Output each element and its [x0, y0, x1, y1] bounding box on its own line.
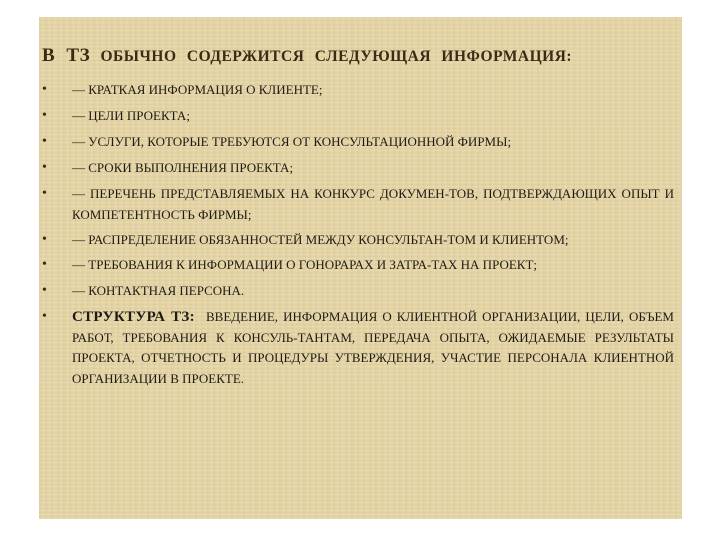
- bullet-icon: •: [42, 309, 47, 324]
- list-item-text: — УСЛУГИ, КОТОРЫЕ ТРЕБУЮТСЯ ОТ КОНСУЛЬТАЦИОННОЙ ФИРМЫ;: [72, 134, 512, 149]
- slide: [39, 17, 682, 519]
- list-item: [42, 229, 674, 250]
- list-item: [42, 157, 674, 178]
- bullet-icon: •: [42, 283, 47, 298]
- list-item-text: — ТРЕБОВАНИЯ К ИНФОРМАЦИИ О ГОНОРАРАХ И ЗАТРА-ТАХ НА ПРОЕКТ;: [72, 257, 538, 272]
- list-item-text: — КОНТАКТНАЯ ПЕРСОНА.: [72, 283, 245, 298]
- structure-item: [42, 307, 674, 389]
- list-item-text: — КРАТКАЯ ИНФОРМАЦИЯ О КЛИЕНТЕ;: [72, 82, 323, 97]
- list-item-text: — ПЕРЕЧЕНЬ ПРЕДСТАВЛЯЕМЫХ НА КОНКУРС ДОКУМЕН-ТОВ, ПОДТВЕРЖДАЮЩИХ ОПЫТ И КОМПЕТЕНТНОСТЬ ФИРМЫ;: [72, 186, 674, 222]
- list-item: [42, 254, 674, 275]
- list-item: [42, 280, 674, 301]
- structure-text: ВВЕДЕНИЕ, ИНФОРМАЦИЯ О КЛИЕНТНОЙ ОРГАНИЗАЦИИ, ЦЕЛИ, ОБЪЕМ РАБОТ, ТРЕБОВАНИЯ К КОНСУЛЬ-ТАНТАМ, ПЕРЕДАЧА ОПЫТА, ОЖИДАЕМЫЕ РЕЗУЛЬТАТЫ ПРОЕКТА, ОТЧЕТНОСТЬ И ПРОЦЕДУРЫ УТВЕРЖДЕНИЯ, УЧАСТИЕ ПЕРСОНАЛА КЛИЕНТНОЙ ОРГАНИЗАЦИИ В ПРОЕКТЕ.: [72, 309, 674, 386]
- list-item-text: — СРОКИ ВЫПОЛНЕНИЯ ПРОЕКТА;: [72, 160, 294, 175]
- bullet-icon: •: [42, 108, 47, 123]
- bullet-icon: •: [42, 257, 47, 272]
- list-item: [42, 183, 674, 225]
- list-item: [42, 131, 674, 152]
- bullet-icon: •: [42, 160, 47, 175]
- list-item: [42, 105, 674, 126]
- slide-title-prefix: В ТЗ: [42, 45, 91, 66]
- bullet-list: [42, 79, 674, 394]
- structure-lead: СТРУКТУРА ТЗ:: [72, 309, 195, 325]
- list-item: [42, 79, 674, 100]
- bullet-icon: •: [42, 232, 47, 247]
- bullet-icon: •: [42, 82, 47, 97]
- bullet-icon: •: [42, 186, 47, 201]
- slide-title-rest: ОБЫЧНО СОДЕРЖИТСЯ СЛЕДУЮЩАЯ ИНФОРМАЦИЯ:: [100, 48, 573, 65]
- list-item-text: — РАСПРЕДЕЛЕНИЕ ОБЯЗАННОСТЕЙ МЕЖДУ КОНСУЛЬТАН-ТОМ И КЛИЕНТОМ;: [72, 232, 569, 247]
- bullet-icon: •: [42, 134, 47, 149]
- slide-title: [42, 45, 682, 67]
- list-item-text: — ЦЕЛИ ПРОЕКТА;: [72, 108, 190, 123]
